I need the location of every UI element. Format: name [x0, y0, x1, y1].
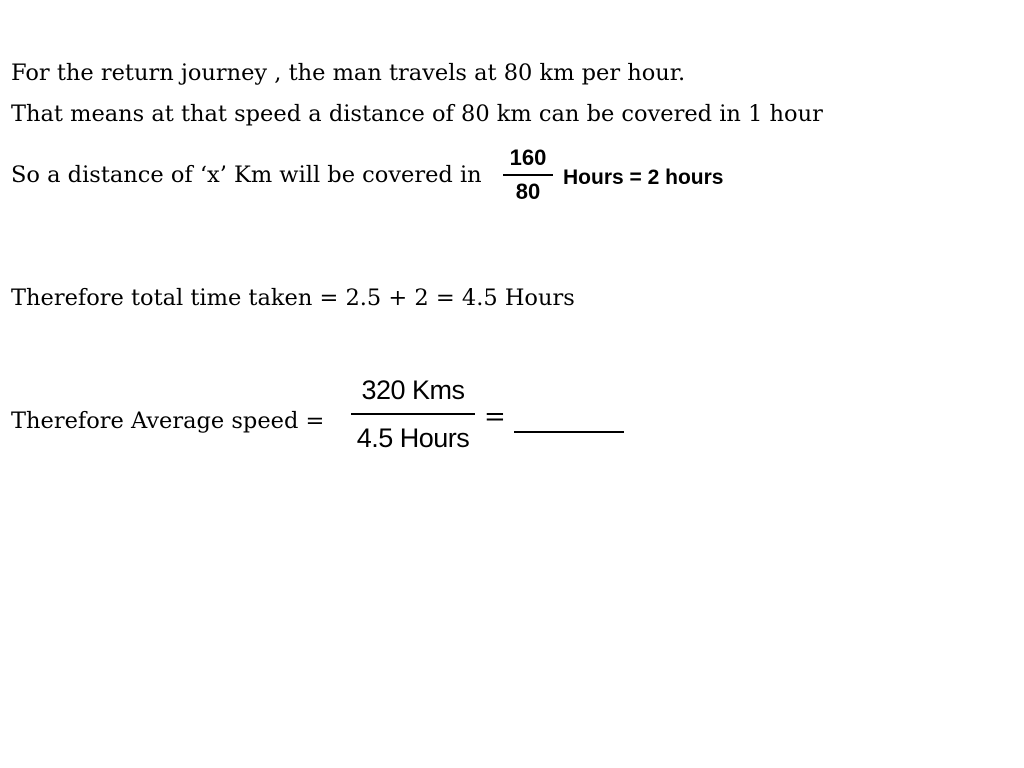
time-fraction-numerator: 160: [509, 145, 547, 170]
time-result: Hours = 2 hours: [563, 166, 724, 189]
time-fraction: [503, 145, 553, 205]
answer-blank: [514, 431, 624, 433]
average-speed-fraction-bar: [351, 413, 475, 415]
average-speed-fraction: [349, 374, 477, 454]
average-speed-numerator: 320 Kms: [361, 375, 465, 405]
time-fraction-bar: [503, 174, 553, 176]
average-speed-label: Therefore Average speed =: [11, 408, 325, 434]
distance-time-text: So a distance of ‘x’ Km will be covered in: [11, 162, 482, 188]
average-speed-equals: =: [484, 402, 506, 432]
total-time-text: Therefore total time taken = 2.5 + 2 = 4.5 Hours: [11, 285, 575, 311]
average-speed-denominator: 4.5 Hours: [356, 422, 470, 453]
time-fraction-denominator: 80: [515, 178, 541, 204]
speed-meaning-text: That means at that speed a distance of 80 km can be covered in 1 hour: [11, 101, 823, 127]
return-journey-text: For the return journey , the man travels at 80 km per hour.: [11, 60, 686, 86]
